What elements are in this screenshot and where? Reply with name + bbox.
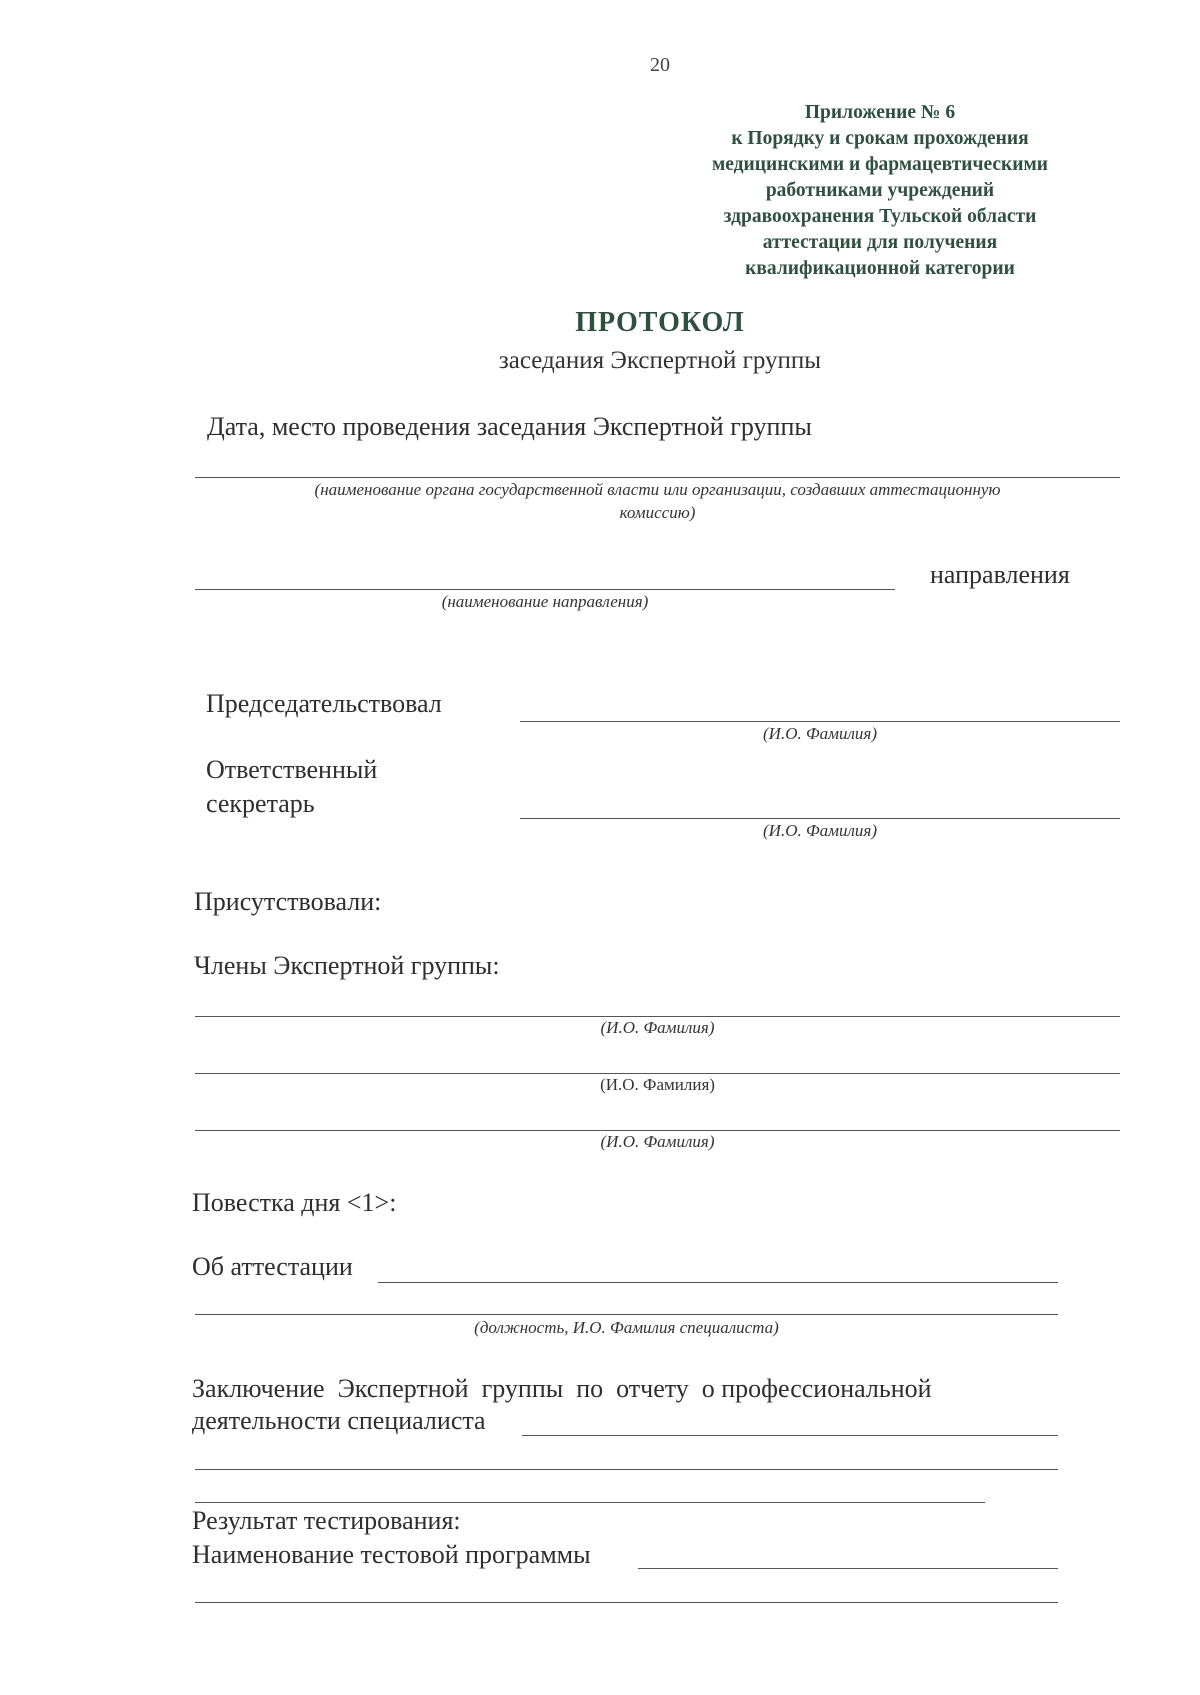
attestation-blank-line-2[interactable] [195, 1314, 1058, 1315]
attestation-caption: (должность, И.О. Фамилия специалиста) [474, 1318, 779, 1337]
appendix-line: медицинскими и фармацевтическими [711, 154, 1049, 175]
present-label: Присутствовали: [194, 887, 382, 916]
appendix-line: Приложение № 6 [804, 102, 956, 123]
member-name-caption: (И.О. Фамилия) [600, 1018, 715, 1037]
test-program-label: Наименование тестовой программы [192, 1540, 591, 1569]
document-subtitle: заседания Экспертной группы [498, 347, 822, 374]
org-caption-continued: комиссию) [619, 503, 696, 522]
direction-blank-line[interactable] [195, 589, 895, 590]
conclusion-blank-line-3[interactable] [195, 1502, 985, 1503]
conclusion-label: Заключение Экспертной группы по отчету о профессиональной [192, 1374, 932, 1403]
attestation-blank-line[interactable] [378, 1282, 1058, 1283]
member-blank-line[interactable] [195, 1073, 1120, 1074]
org-caption: (наименование органа государственной власти или организации, создавших аттестационную [314, 480, 1001, 499]
secretary-label: Ответственный [206, 755, 378, 784]
member-blank-line[interactable] [195, 1016, 1120, 1017]
appendix-line: аттестации для получения [762, 232, 998, 253]
attestation-label: Об аттестации [192, 1252, 353, 1281]
test-result-label: Результат тестирования: [192, 1506, 461, 1535]
agenda-label: Повестка дня <1>: [192, 1188, 397, 1217]
secretary-name-caption: (И.О. Фамилия) [763, 821, 877, 840]
appendix-header [660, 100, 1100, 282]
chair-label: Председательствовал [206, 689, 442, 718]
conclusion-label-continued: деятельности специалиста [192, 1406, 486, 1435]
test-program-blank-line-2[interactable] [195, 1602, 1058, 1603]
direction-caption: (наименование направления) [441, 592, 649, 611]
chair-blank-line[interactable] [520, 721, 1120, 722]
test-program-blank-line[interactable] [638, 1568, 1058, 1569]
appendix-line: к Порядку и срокам прохождения [731, 128, 1029, 149]
page-number: 20 [650, 54, 670, 76]
member-name-caption: (И.О. Фамилия) [600, 1132, 715, 1151]
members-label: Члены Экспертной группы: [194, 951, 500, 980]
date-place-label: Дата, место проведения заседания Экспертной группы [207, 412, 812, 441]
member-blank-line[interactable] [195, 1130, 1120, 1131]
appendix-line: работниками учреждений [765, 180, 995, 201]
appendix-line: квалификационной категории [745, 258, 1015, 279]
direction-label: направления [930, 560, 1070, 589]
document-title: ПРОТОКОЛ [575, 307, 745, 338]
org-blank-line[interactable] [195, 477, 1120, 478]
secretary-blank-line[interactable] [520, 818, 1120, 819]
conclusion-blank-line-2[interactable] [195, 1469, 1058, 1470]
member-name-caption: (И.О. Фамилия) [600, 1075, 715, 1094]
secretary-label-continued: секретарь [206, 789, 315, 818]
conclusion-blank-line[interactable] [522, 1435, 1058, 1436]
appendix-line: здравоохранения Тульской области [723, 206, 1037, 227]
chair-name-caption: (И.О. Фамилия) [763, 724, 877, 743]
